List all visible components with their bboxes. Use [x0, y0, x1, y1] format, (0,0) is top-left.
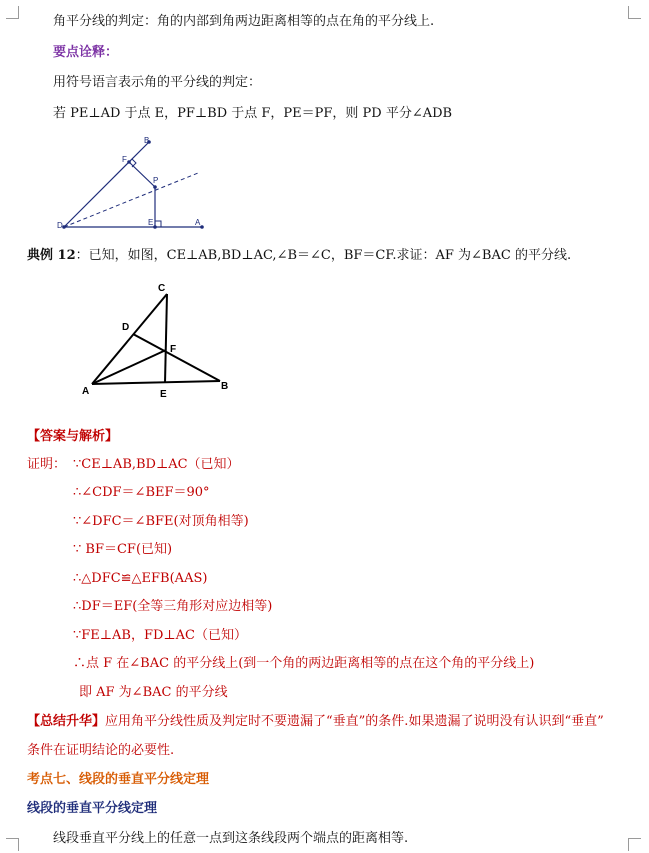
page-corner-mark	[6, 6, 19, 19]
example-line	[27, 247, 571, 265]
proof-step: ∴△DFC≌△EFB(AAS)	[73, 571, 208, 586]
label-F: F	[122, 155, 127, 164]
label-C: C	[158, 283, 166, 294]
label-A: A	[82, 386, 90, 397]
example-text: ：已知，如图，CE⊥AB,BD⊥AC,∠B＝∠C，BF＝CF.求证：AF 为∠BAC 的平分线.	[75, 248, 572, 263]
segment-AB	[92, 381, 220, 384]
answer-heading: 【答案与解析】	[27, 429, 119, 444]
theorem-line: 角平分线的判定：角的内部到角两边距离相等的点在角的平分线上.	[53, 14, 435, 29]
example-label: 典例 12	[27, 248, 76, 263]
label-B: B	[144, 136, 150, 145]
section-heading: 考点七、线段的垂直平分线定理	[27, 772, 210, 787]
label-F: F	[170, 344, 177, 355]
label-D: D	[57, 221, 63, 230]
segment-CE	[165, 294, 167, 383]
label-D: D	[122, 322, 130, 333]
page-corner-mark	[628, 6, 641, 19]
label-E: E	[160, 389, 167, 400]
proof-step: ∵ BF＝CF(已知)	[73, 542, 173, 557]
segment-DB	[133, 334, 220, 381]
label-E: E	[148, 218, 154, 227]
right-angle-F	[132, 159, 136, 167]
proof-step: ∴DF＝EF(全等三角形对应边相等)	[73, 599, 273, 614]
angle-bisector-figure	[52, 132, 222, 236]
segment-AC	[92, 294, 167, 384]
summary-line-2: 条件在证明结论的必要性.	[27, 743, 175, 758]
label-B: B	[221, 381, 229, 392]
proof-step: ∵∠DFC＝∠BFE(对顶角相等)	[73, 514, 249, 529]
point-A	[200, 225, 204, 229]
proof-step: ∴点 F 在∠BAC 的平分线上(到一个角的两边距离相等的点在这个角的平分线上)	[73, 656, 535, 671]
label-A: A	[195, 218, 201, 227]
section-body: 线段垂直平分线上的任意一点到这条线段两个端点的距离相等.	[53, 831, 409, 846]
section-subheading: 线段的垂直平分线定理	[27, 801, 158, 816]
proof-conclusion: 即 AF 为∠BAC 的平分线	[79, 685, 228, 700]
summary-line-1	[27, 713, 604, 731]
summary-text-1: 应用角平分线性质及判定时不要遗漏了“垂直”的条件.如果遗漏了说明没有认识到“垂直”	[105, 714, 604, 729]
proof-step: ∵FE⊥AB，FD⊥AC（已知）	[73, 628, 247, 643]
label-P: P	[153, 176, 159, 185]
triangle-figure	[80, 276, 235, 404]
symbol-language-line: 用符号语言表示角的平分线的判定：	[53, 75, 262, 90]
proof-step: ∵CE⊥AB,BD⊥AC（已知）	[73, 457, 240, 472]
key-points-heading: 要点诠释：	[53, 45, 119, 60]
summary-label: 【总结升华】	[27, 714, 106, 729]
page-corner-mark	[6, 838, 19, 851]
page-corner-mark	[628, 838, 641, 851]
segment-DB	[64, 142, 149, 227]
bisector-DP	[64, 173, 198, 227]
proof-label: 证明：	[27, 457, 67, 472]
point-F	[127, 160, 131, 164]
segment-AF	[92, 350, 166, 384]
condition-line: 若 PE⊥AD 于点 E，PF⊥BD 于点 F，PE＝PF，则 PD 平分∠ADB	[53, 106, 453, 121]
point-P	[153, 185, 157, 189]
point-E	[153, 225, 157, 229]
proof-step: ∴∠CDF＝∠BEF＝90°	[73, 485, 210, 500]
